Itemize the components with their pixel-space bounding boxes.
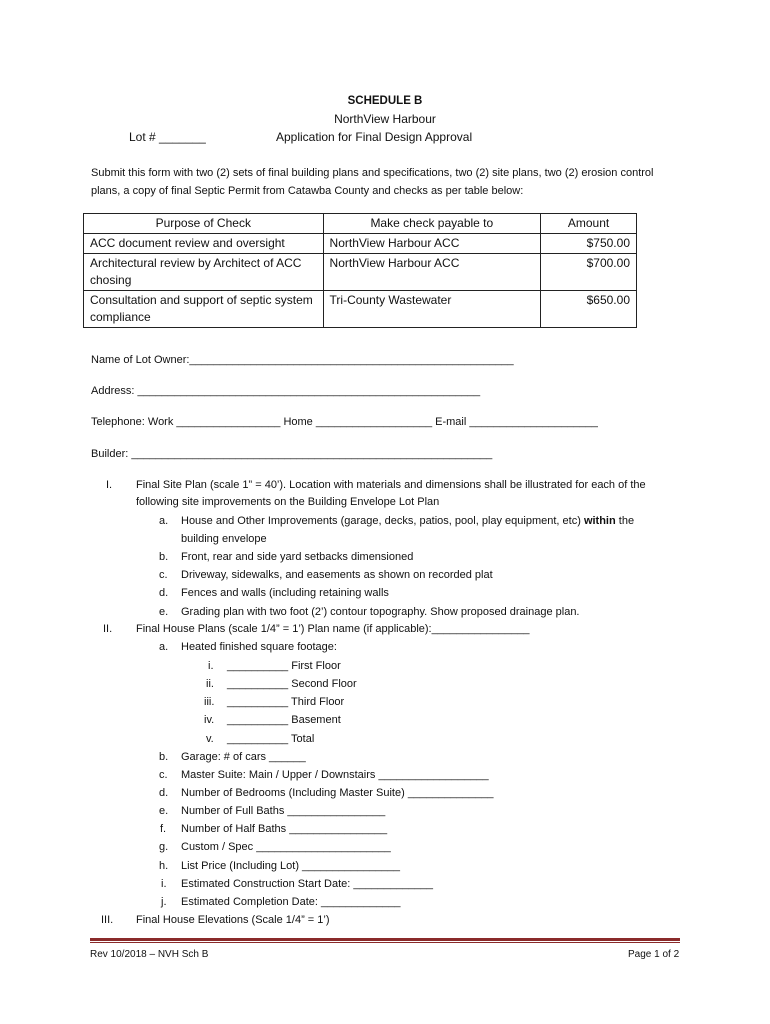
list-letter: b.	[159, 751, 169, 763]
table-row	[84, 254, 637, 291]
header-amount: Amount	[541, 214, 637, 234]
list-letter: e.	[159, 606, 169, 618]
custom-spec-field[interactable]: Custom / Spec ______________________	[181, 841, 391, 853]
address-field[interactable]: Address: ________________________________________________________	[91, 385, 481, 397]
table-row	[84, 291, 637, 328]
section-3-text: Final House Elevations (Scale 1/4” = 1’)	[136, 914, 330, 926]
payable-cell: NorthView Harbour ACC	[323, 254, 541, 291]
amount-cell: $700.00	[541, 254, 637, 291]
first-floor-field[interactable]: __________ First Floor	[227, 660, 341, 672]
list-letter: b.	[159, 551, 169, 563]
list-letter: e.	[159, 805, 169, 817]
list-letter: g.	[159, 841, 169, 853]
section-2-number: II.	[103, 623, 113, 635]
header-purpose: Purpose of Check	[84, 214, 324, 234]
builder-field[interactable]: Builder: ___________________________________________________________	[91, 448, 493, 460]
completion-date-field[interactable]: Estimated Completion Date: _____________	[181, 896, 401, 908]
list-letter: h.	[159, 860, 169, 872]
list-letter: c.	[159, 569, 168, 581]
garage-field[interactable]: Garage: # of cars ______	[181, 751, 306, 763]
section-1-text-cont: following site improvements on the Building Envelope Lot Plan	[136, 496, 440, 508]
page-number: Page 1 of 2	[628, 949, 680, 960]
purpose-cell: Architectural review by Architect of ACC chosing	[84, 254, 324, 291]
list-item: Grading plan with two foot (2’) contour topography. Show proposed drainage plan.	[181, 606, 580, 618]
list-letter: d.	[159, 787, 169, 799]
list-item: House and Other Improvements (garage, decks, patios, pool, play equipment, etc) within the	[181, 515, 635, 527]
list-item: Heated finished square footage:	[181, 641, 337, 653]
total-field[interactable]: __________ Total	[227, 733, 315, 745]
start-date-field[interactable]: Estimated Construction Start Date: _____________	[181, 878, 433, 890]
third-floor-field[interactable]: __________ Third Floor	[227, 696, 345, 708]
roman-numeral: v.	[206, 733, 214, 745]
footer-revision: Rev 10/2018 – NVH Sch B	[90, 949, 209, 960]
community-name: NorthView Harbour	[334, 112, 436, 126]
second-floor-field[interactable]: __________ Second Floor	[227, 678, 357, 690]
master-suite-field[interactable]: Master Suite: Main / Upper / Downstairs __________________	[181, 769, 489, 781]
schedule-title: SCHEDULE B	[347, 95, 423, 107]
purpose-cell: ACC document review and oversight	[84, 234, 324, 254]
payable-cell: Tri-County Wastewater	[323, 291, 541, 328]
section-3-number: III.	[101, 914, 114, 926]
list-letter: a.	[159, 641, 169, 653]
footer-rule-thin	[90, 942, 680, 943]
footer-rule	[90, 938, 680, 941]
application-title: Application for Final Design Approval	[276, 130, 473, 144]
purpose-cell: Consultation and support of septic system compliance	[84, 291, 324, 328]
list-item: Fences and walls (including retaining walls	[181, 587, 389, 599]
telephone-field[interactable]: Telephone: Work _________________ Home ___________________ E-mail _____________________	[91, 416, 598, 428]
list-item: Driveway, sidewalks, and easements as shown on recorded plat	[181, 569, 493, 581]
lot-number-field[interactable]: Lot # _______	[129, 130, 206, 144]
check-table	[83, 213, 637, 328]
table-row	[84, 234, 637, 254]
section-1-text: Final Site Plan (scale 1” = 40’). Location with materials and dimensions shall be illustrated for each of the	[136, 479, 646, 491]
list-item-cont: building envelope	[181, 533, 267, 545]
amount-cell: $650.00	[541, 291, 637, 328]
lot-owner-field[interactable]: Name of Lot Owner:_____________________________________________________	[91, 354, 514, 366]
amount-cell: $750.00	[541, 234, 637, 254]
list-letter: c.	[159, 769, 168, 781]
section-2-text: Final House Plans (scale 1/4” = 1’) Plan name (if applicable):________________	[136, 623, 530, 635]
roman-numeral: i.	[208, 660, 214, 672]
list-letter: i.	[161, 878, 167, 890]
roman-numeral: iii.	[204, 696, 215, 708]
table-header-row	[84, 214, 637, 234]
list-item: Front, rear and side yard setbacks dimensioned	[181, 551, 414, 563]
list-letter: f.	[160, 823, 167, 835]
header-payable: Make check payable to	[323, 214, 541, 234]
list-letter: a.	[159, 515, 169, 527]
roman-numeral: iv.	[204, 714, 215, 726]
full-baths-field[interactable]: Number of Full Baths ________________	[181, 805, 386, 817]
half-baths-field[interactable]: Number of Half Baths ________________	[181, 823, 388, 835]
list-price-field[interactable]: List Price (Including Lot) ________________	[181, 860, 400, 872]
intro-paragraph: Submit this form with two (2) sets of final building plans and specifications, two (2) site plans, two (2) erosion control plans, a copy of final Septic Permit from Catawba County and checks as per table below:	[91, 167, 654, 197]
roman-numeral: ii.	[206, 678, 214, 690]
basement-field[interactable]: __________ Basement	[227, 714, 341, 726]
payable-cell: NorthView Harbour ACC	[323, 234, 541, 254]
section-1-number: I.	[106, 479, 113, 491]
bedrooms-field[interactable]: Number of Bedrooms (Including Master Suite) ______________	[181, 787, 494, 799]
list-letter: d.	[159, 587, 169, 599]
list-letter: j.	[161, 896, 167, 908]
